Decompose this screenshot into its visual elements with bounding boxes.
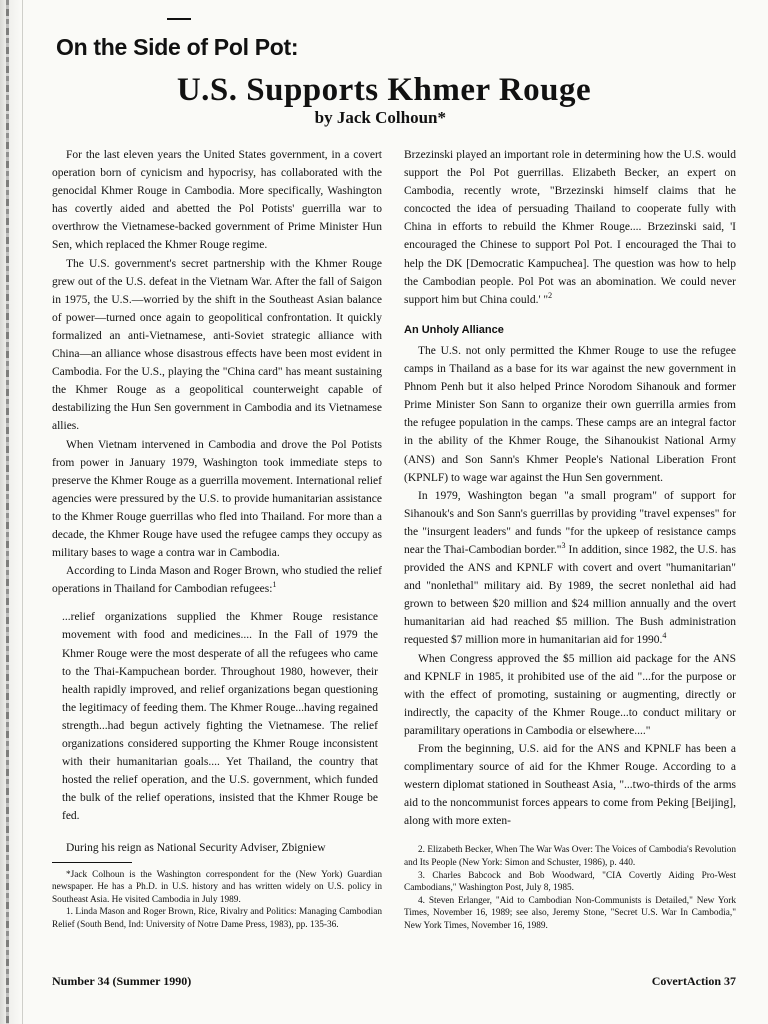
page-edge-rule — [22, 0, 23, 1024]
footnote: 1. Linda Mason and Roger Brown, Rice, Rivalry and Politics: Managing Cambodian Relief (South Bend, Ind: University of Notre Dame Press, 1983), pp. 135-36. — [52, 907, 382, 930]
footnote: 2. Elizabeth Becker, When The War Was Over: The Voices of Cambodia's Revolution and Its People (New York: Simon and Schuster, 1986), p. 440. — [404, 845, 736, 869]
right-column — [404, 146, 736, 933]
paragraph: From the beginning, U.S. aid for the ANS and KPNLF has been a complimentary source of aid for the Khmer Rouge. According to a western diplomat stationed in Southeast Asia, "...two-thirds of the arms aid to the noncommunist forces appears to come from Peking [Beijing], along with more exten- — [404, 743, 736, 828]
paragraph: When Vietnam intervened in Cambodia and drove the Pol Potists from power in January 1979, Washington took immediate steps to preserve the Khmer Rouge as a guerrilla movement. International relief agencies were pressured by the U.S. to provide humanitarian assistance to the Khmer Rouge guerrillas who fled into Thailand. For more than a decade, the Khmer Rouge have used the refugee camps they occupy as military bases to wage a contra war in Cambodia. — [52, 438, 382, 560]
page-number: CovertAction 37 — [651, 974, 736, 988]
paragraph-text: In addition, since 1982, the U.S. has provided the ANS and KPNLF with covert and overt "humanitarian" and "nonlethal" military aid. By 1989, the secret nonlethal aid had grown to between $20 million and $24 million annually and the overt humanitarian aid had reached $5 million. The Bush administration requested $7 million more in humanitarian aid for 1990. — [404, 543, 736, 647]
issue-label: Number 34 (Summer 1990) — [52, 974, 192, 988]
footnote-ref: 1 — [272, 580, 277, 590]
left-column — [52, 146, 382, 932]
header-rule — [167, 18, 191, 20]
footnote-rule — [52, 862, 132, 863]
article-kicker: On the Side of Pol Pot: — [56, 34, 299, 60]
paragraph-text: According to Linda Mason and Roger Brown, who studied the relief operations in Thailand for Cambodian refugees: — [52, 565, 382, 596]
section-subhead: An Unholy Alliance — [404, 323, 504, 336]
paragraph — [52, 562, 382, 598]
footnote: 3. Charles Babcock and Bob Woodward, "CIA Covertly Aiding Pro-West Cambodians," Washington Post, July 8, 1985. — [404, 870, 736, 894]
paragraph: During his reign as National Security Adviser, Zbigniew — [66, 842, 326, 855]
paragraph-text: In 1979, Washington began "a small program" of support for Sihanouk's and Son Sann's guerrillas by providing "travel expenses" for the "insurgent leaders" and funds "for the upkeep of resistance camps near the Thai-Cambodian border." — [404, 489, 736, 556]
paragraph — [404, 487, 736, 650]
paragraph: When Congress approved the $5 million aid package for the ANS and KPNLF in 1985, it prohibited use of the aid "...for the purpose or with the effect of promoting, sustaining or augmenting, directly or indirectly, the capacity of the Khmer Rouge...to conduct military or paramilitary operations in Cambodia or elsewhere...." — [404, 652, 736, 737]
paragraph — [404, 146, 736, 309]
page-binding-edge — [0, 0, 22, 1024]
right-footnotes — [404, 844, 736, 932]
author-note: *Jack Colhoun is the Washington correspondent for the (New York) Guardian newspaper. He has a Ph.D. in U.S. history and has written widely on U.S. policy in Southeast Asia. He visited Cambodia in July 1989. — [52, 869, 382, 905]
paragraph: For the last eleven years the United States government, in a covert operation born of cynicism and hypocrisy, has collaborated with the genocidal Khmer Rouge in Cambodia. More specifically, Washington has covertly aided and abetted the Pol Potists' guerrilla war to overthrow the Vietnamese-backed government of Prime Minister Hun Sen, which replaced the Khmer Rouge regime. — [52, 149, 382, 252]
footnote-ref: 3 — [561, 541, 566, 551]
paragraph-text: Brzezinski played an important role in determining how the U.S. would support the Pol Pot guerrillas. Elizabeth Becker, an expert on Cambodia, recently wrote, "Brzezinski himself claims that he concocted the idea of persuading Thailand to cooperate fully with China in efforts to rebuild the Khmer Rouge.... Brzezinski said, 'I encouraged the Chinese to support Pol Pot. I encouraged the Thai to help the DK [Democratic Kampuchea]. The question was how to help the Cambodian people. Pol Pot was an abomination. We could never support him but China could.' " — [404, 149, 736, 306]
footnote: 4. Steven Erlanger, "Aid to Cambodian Non-Communists is Detailed," New York Times, November 16, 1989; see also, Jeremy Stone, "Secret U.S. War In Cambodia," New York Times, November 16, 1989. — [404, 895, 736, 932]
paragraph: The U.S. not only permitted the Khmer Rouge to use the refugee camps in Thailand as a base for its war against the new government in Phnom Penh but it also helped Prince Norodom Sihanouk and former Prime Minister Son Sann to organize their own guerrilla armies from the refugee population in the camps. These camps are an integral factor in the ability of the Khmer Rouge, the Sihanoukist National Army (ANS) and Son Sann's Khmer People's National Liberation Front (KPNLF) to wage war against the Hun Sen government. — [404, 344, 736, 484]
left-column-foot — [52, 839, 382, 931]
block-quote: ...relief organizations supplied the Khmer Rouge resistance movement with food and medicines.... In the Fall of 1979 the Khmer Rouge were the most desperate of all the refugees who came to the Thai-Kampuchean border. Throughout 1980, however, their health rapidly improved, and relief organizations began questioning the legitimacy of feeding them. The Khmer Rouge...having regained strength...had begun actively fighting the Vietnamese. The relief organizations considered supporting the Khmer Rouge inconsistent with their humanitarian goals.... Yet Thailand, the country that hosted the relief operation, and the U.S. government, which funded the bulk of the relief operations, insisted that the Khmer Rouge be fed. — [62, 611, 378, 823]
article-byline: by Jack Colhoun* — [314, 108, 446, 127]
footnote-ref: 4 — [662, 631, 667, 641]
paragraph: The U.S. government's secret partnership with the Khmer Rouge grew out of the U.S. defeat in the Vietnam War. After the fall of Saigon in 1975, the U.S.—worried by the shift in the Southeast Asian balance of power—turned once again to geopolitical confrontation. It quickly formalized an anti-Vietnamese, anti-Soviet strategic alliance with China—an alliance whose disastrous effects have been most evident in Cambodia. For the U.S., playing the "China card" has meant sustaining the Khmer Rouge as a geopolitical counterweight capable of destabilizing the Hun Sen government in Cambodia and its Vietnamese allies. — [52, 257, 382, 433]
footnote-ref: 2 — [548, 290, 553, 300]
article-title: U.S. Supports Khmer Rouge — [176, 72, 592, 108]
